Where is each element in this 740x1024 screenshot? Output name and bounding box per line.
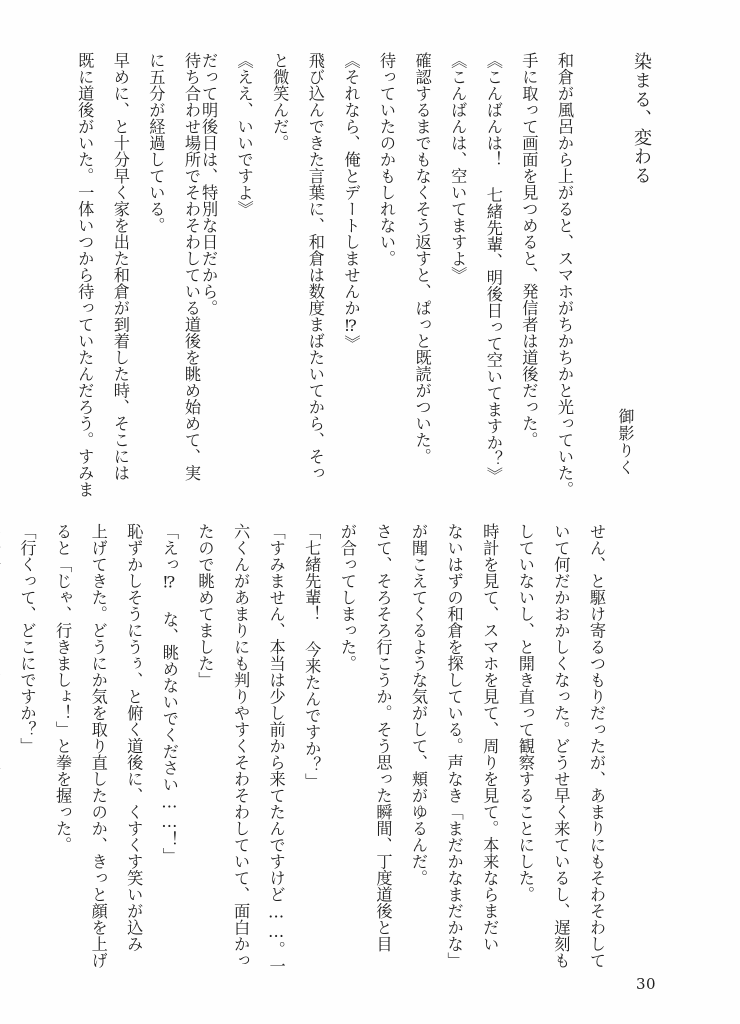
author-name: 御影りく	[616, 408, 635, 476]
text-block-lower: せん、と駆け寄るつもりだったが、あまりにもそわそわして いて何だかおかしくなった。どうせ早く来ているし、遅刻も していないし、と開き直って観察することにした。 時計を見て、スマホを見て、周りを見て。本来ならまだい ないはずの和倉を探している。声なき「まだかなまだかな」 が聞こえてくるような気がして、頬がゆるんだ。 さて、そろそろ行こうか。そう思った瞬間、丁度道後と目 が合ってしまった。 「七緒先輩！ 今来たんですか？」 「すみません、本当は少し前から来てたんですけど……。一 六くんがあまりにも判りやすくそわそわしていて、面白かっ たので眺めてました」 「えっ⁉ な、眺めないでください……！」 恥ずかしそうにうぅ、と俯く道後に、くすくす笑いが込み 上げてきた。どうにか気を取り直したのか、きっと顔を上げ ると「じゃ、行きましょ！」と拳を握った。 「行くって、どこにですか？」	[17, 523, 606, 975]
story-title: 染まる、変わる	[631, 52, 652, 185]
text-block-upper-right: 和倉が風呂から上がると、スマホがちかちかと光っていた。 手に取って画面を見つめると、発信者は道後だった。 《こんばんは！ 七緒先輩、明後日って空いてますか？》 《こんばんは、空いてますよ》 確認するまでもなくそう返すと、ぱっと既読がついた。 待っていたのかもしれない。 《それなら、俺とデートしませんか⁉》 飛び込んできた言葉に、和倉は数度まばたいてから、そっ と微笑んだ。 《ええ、いいですよ》 だって明後日は、特別な日だから。	[199, 52, 574, 498]
text-block-upper-left: 待ち合わせ場所でそわそわしている道後を眺め始めて、実 に五分が経過している。 早めに、と十分早く家を出た和倉が到着した時、そこには 既に道後がいた。一体いつから待っていたんだろう。すみま	[75, 52, 201, 498]
page-number: 30	[636, 975, 657, 993]
